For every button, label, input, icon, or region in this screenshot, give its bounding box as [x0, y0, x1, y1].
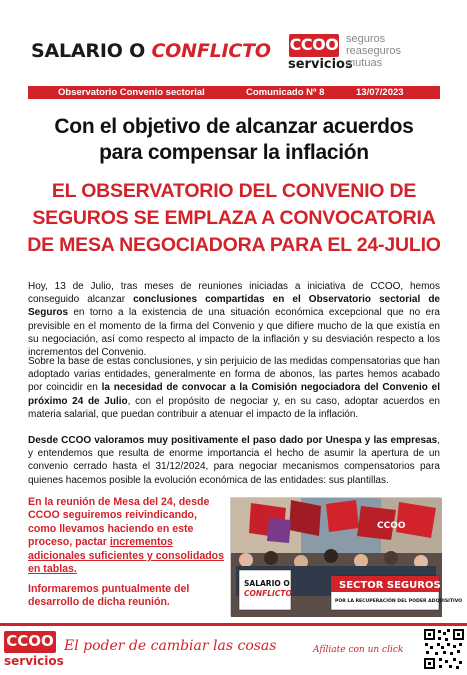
footer-divider: [0, 623, 467, 626]
ccoo-logo[interactable]: [289, 34, 339, 57]
sign-salario: SALARIO O: [244, 579, 290, 588]
protest-photo-illustration: [231, 498, 463, 617]
band-date: 13/07/2023: [356, 87, 404, 98]
ccoo-logo-text: CCOO: [289, 35, 339, 54]
sign-conflicto: CONFLICTO: [244, 589, 292, 598]
band-comunicado: Comunicado Nº 8: [246, 87, 325, 98]
title-line-2: SEGUROS SE EMPLAZA A CONVOCATORIA: [32, 207, 436, 229]
callout-reivindicacion: [28, 496, 226, 576]
protest-photo: [230, 497, 463, 616]
footer-ccoo-logo[interactable]: [4, 631, 56, 653]
paragraph-2: [28, 355, 440, 421]
qr-code-icon[interactable]: [423, 628, 465, 670]
p2-text-a: Sobre la base de estas conclusiones, y sin perjuicio de las medidas compensatorias que han adoptado varias entidades, generalmente en forma de abonos, las partes hemos acabado por coincidir en: [28, 356, 440, 394]
headline-line-1: Con el objetivo de alcanzar acuerdos: [54, 115, 414, 138]
main-title: [22, 178, 446, 259]
p2-text-bold: la necesidad de convocar a la Comisión negociadora del Convenio el próximo 24 de Julio: [28, 382, 440, 407]
p3-text-bold: Desde CCOO valoramos muy positivamente el paso dado por Unespa y las empresas: [28, 435, 438, 446]
sector-reaseguros: reaseguros: [346, 45, 402, 57]
p1-text-c: en torno a la existencia de una situación económica excepcional que no era previsible en el momento de la firma del Convenio y que difiere mucho de la que existía en su negociación, así como respecto al impacto de la inflación y su desviación respecto a los incrementos del Convenio.: [28, 307, 440, 359]
affiliate-link[interactable]: Afíliate con un click: [313, 645, 404, 655]
headline: [28, 114, 440, 166]
headline-line-2: para compensar la inflación: [99, 141, 369, 164]
masthead-red: CONFLICTO: [151, 40, 271, 62]
p1-text-bold: conclusiones compartidas en el Observatorio sectorial de Seguros: [28, 294, 440, 319]
masthead-title: [31, 40, 271, 62]
servicios-logo-text: servicios: [288, 57, 353, 72]
callout-informaremos: Informaremos puntualmente del desarrollo de dicha reunión.: [28, 583, 190, 609]
sign-sector-seguros: SECTOR SEGUROS: [339, 580, 441, 591]
flag-ccoo-label: CCOO: [377, 521, 406, 531]
footer-logo-text: CCOO: [6, 632, 54, 650]
federation-sectors: [346, 33, 401, 69]
sector-seguros: seguros: [346, 33, 386, 45]
page-header: [0, 0, 467, 84]
band-observatorio: Observatorio Convenio sectorial: [58, 87, 205, 98]
footer-servicios: servicios: [4, 654, 64, 668]
paragraph-3: [28, 434, 440, 487]
footer-slogan: El poder de cambiar las cosas: [64, 638, 277, 654]
sector-mutuas: mutuas: [346, 57, 383, 69]
title-line-3: DE MESA NEGOCIADORA PARA EL 24-JULIO: [27, 234, 441, 256]
sign-recuperacion: POR LA RECUPERACIÓN DEL PODER ADQUISITIVO: [335, 599, 463, 604]
p3-text-b: , y entendemos que resulta de enorme importancia el hecho de asumir la apertura de un convenio cerrado hasta el 31/12/2024, para negociar mecanismos compensatorios para quienes hacemos posible la evolución económica de las entidades: sus plantillas.: [28, 435, 440, 486]
title-line-1: EL OBSERVATORIO DEL CONVENIO DE: [51, 180, 417, 202]
paragraph-1: [28, 280, 440, 359]
callout-underlined: incrementos adicionales suficientes y consolidados en tablas.: [28, 536, 225, 576]
p2-text-c: , con el propósito de negociar y, en su caso, adoptar acuerdos en materia salarial, que puedan contribuir a atenuar el impacto de la inflación.: [28, 395, 440, 420]
info-band: [28, 86, 440, 99]
callout-text: En la reunión de Mesa del 24, desde CCOO seguiremos reivindicando, como llevamos haciendo en este proceso, pactar: [28, 496, 210, 549]
masthead-black: SALARIO O: [31, 40, 152, 62]
p1-text-a: Hoy, 13 de Julio, tras meses de reuniones iniciadas a iniciativa de CCOO, hemos conseguido alcanzar: [28, 281, 440, 306]
